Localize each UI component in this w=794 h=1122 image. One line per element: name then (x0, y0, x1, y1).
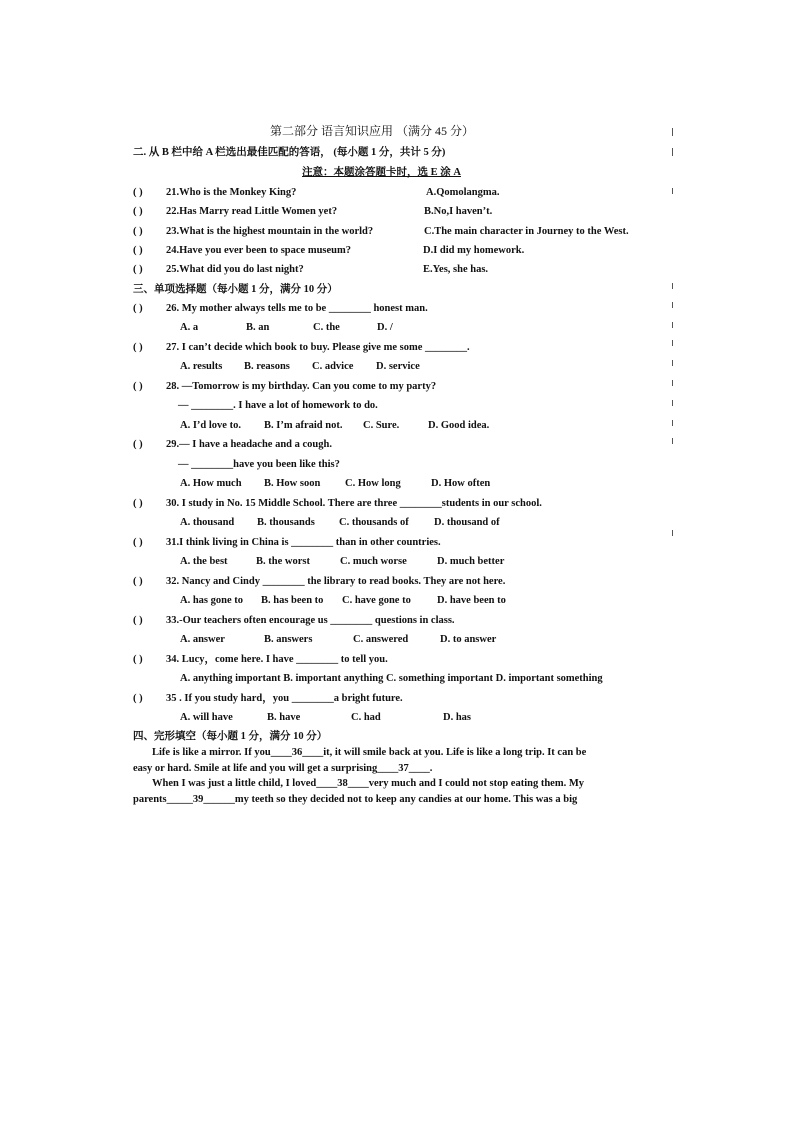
answer-bracket[interactable]: ( ) (133, 498, 143, 509)
question-26: 26. My mother always tells me to be ________ honest man. (166, 303, 428, 314)
option: C. Sure. (363, 420, 400, 431)
option: B. How soon (264, 478, 321, 489)
question-29: 29.— I have a headache and a cough. (166, 439, 332, 450)
option: A. will have (180, 712, 233, 723)
option: A. I’d love to. (180, 420, 241, 431)
options-line: A. anything important B. important anything C. something important D. important something (180, 673, 603, 684)
option: D. much better (437, 556, 505, 567)
answer-bracket[interactable]: ( ) (133, 693, 143, 704)
option: B. has been to (261, 595, 324, 606)
matching-question: 22.Has Marry read Little Women yet? (166, 206, 338, 217)
option: B. reasons (244, 361, 290, 372)
option: C. much worse (340, 556, 407, 567)
answer-bracket[interactable]: ( ) (133, 303, 143, 314)
option: B. have (267, 712, 301, 723)
option: D. have been to (437, 595, 506, 606)
question-27: 27. I can’t decide which book to buy. Please give me some ________. (166, 342, 470, 353)
option: C. thousands of (339, 517, 409, 528)
question-28-reply: — ________. I have a lot of homework to do. (178, 400, 378, 411)
matching-question: 23.What is the highest mountain in the world? (166, 226, 374, 237)
section2-notice: 注意：本题涂答题卡时，选 E 涂 A (302, 167, 461, 178)
question-28: 28. —Tomorrow is my birthday. Can you come to my party? (166, 381, 437, 392)
option: B. thousands (257, 517, 315, 528)
question-34: 34. Lucy，come here. I have ________ to tell you. (166, 654, 388, 665)
option: A. thousand (180, 517, 235, 528)
answer-bracket[interactable]: ( ) (133, 245, 143, 256)
matching-answer: B.No,I haven’t. (424, 206, 493, 217)
matching-answer: D.I did my homework. (423, 245, 525, 256)
option: D. Good idea. (428, 420, 490, 431)
option: C. had (351, 712, 381, 723)
question-35: 35 . If you study hard，you ________a bright future. (166, 693, 403, 704)
option: B. an (246, 322, 270, 333)
option: B. the worst (256, 556, 310, 567)
section3-heading: 三、单项选择题（每小题 1 分，满分 10 分） (133, 284, 338, 295)
option: C. the (313, 322, 340, 333)
answer-bracket[interactable]: ( ) (133, 654, 143, 665)
matching-answer: A.Qomolangma. (426, 187, 500, 198)
option: D. thousand of (434, 517, 500, 528)
matching-answer: E.Yes, she has. (423, 264, 489, 275)
option: B. answers (264, 634, 313, 645)
answer-bracket[interactable]: ( ) (133, 537, 143, 548)
section4-heading: 四、完形填空（每小题 1 分，满分 10 分） (133, 731, 328, 742)
answer-bracket[interactable]: ( ) (133, 226, 143, 237)
question-30: 30. I study in No. 15 Middle School. There are three ________students in our school. (166, 498, 542, 509)
passage-line: Life is like a mirror. If you____36____it, it will smile back at you. Life is like a long trip. It can be (152, 747, 587, 758)
passage-line: parents_____39______my teeth so they decided not to keep any candies at our home. This was a big (133, 794, 578, 805)
answer-bracket[interactable]: ( ) (133, 615, 143, 626)
answer-bracket[interactable]: ( ) (133, 342, 143, 353)
option: A. results (180, 361, 223, 372)
option: A. the best (180, 556, 228, 567)
answer-bracket[interactable]: ( ) (133, 439, 143, 450)
option: C. have gone to (342, 595, 411, 606)
option: D. to answer (440, 634, 497, 645)
option: D. / (377, 322, 393, 333)
option: C. How long (345, 478, 401, 489)
matching-answer: C.The main character in Journey to the West. (424, 226, 629, 237)
answer-bracket[interactable]: ( ) (133, 187, 143, 198)
part-title: 第二部分 语言知识应用 （满分 45 分） (270, 124, 475, 138)
option: D. How often (431, 478, 491, 489)
option: A. has gone to (180, 595, 244, 606)
passage-line: easy or hard. Smile at life and you will get a surprising____37____. (133, 763, 433, 774)
option: C. answered (353, 634, 409, 645)
question-31: 31.I think living in China is ________ than in other countries. (166, 537, 441, 548)
option: A. a (180, 322, 199, 333)
matching-question: 25.What did you do last night? (166, 264, 304, 275)
option: A. How much (180, 478, 242, 489)
passage-line: When I was just a little child, I loved____38____very much and I could not stop eating them. My (152, 778, 584, 789)
section2-heading: 二. 从 B 栏中给 A 栏选出最佳匹配的答语， (每小题 1 分，共计 5 分) (133, 147, 446, 158)
option: D. service (376, 361, 420, 372)
option: C. advice (312, 361, 354, 372)
question-29-reply: — ________have you been like this? (178, 459, 340, 470)
option: D. has (443, 712, 472, 723)
question-32: 32. Nancy and Cindy ________ the library to read books. They are not here. (166, 576, 506, 587)
question-33: 33.-Our teachers often encourage us ________ questions in class. (166, 615, 455, 626)
option: B. I’m afraid not. (264, 420, 343, 431)
option: A. answer (180, 634, 225, 645)
matching-question: 21.Who is the Monkey King? (166, 187, 297, 198)
answer-bracket[interactable]: ( ) (133, 381, 143, 392)
matching-question: 24.Have you ever been to space museum? (166, 245, 351, 256)
answer-bracket[interactable]: ( ) (133, 206, 143, 217)
answer-bracket[interactable]: ( ) (133, 576, 143, 587)
answer-bracket[interactable]: ( ) (133, 264, 143, 275)
